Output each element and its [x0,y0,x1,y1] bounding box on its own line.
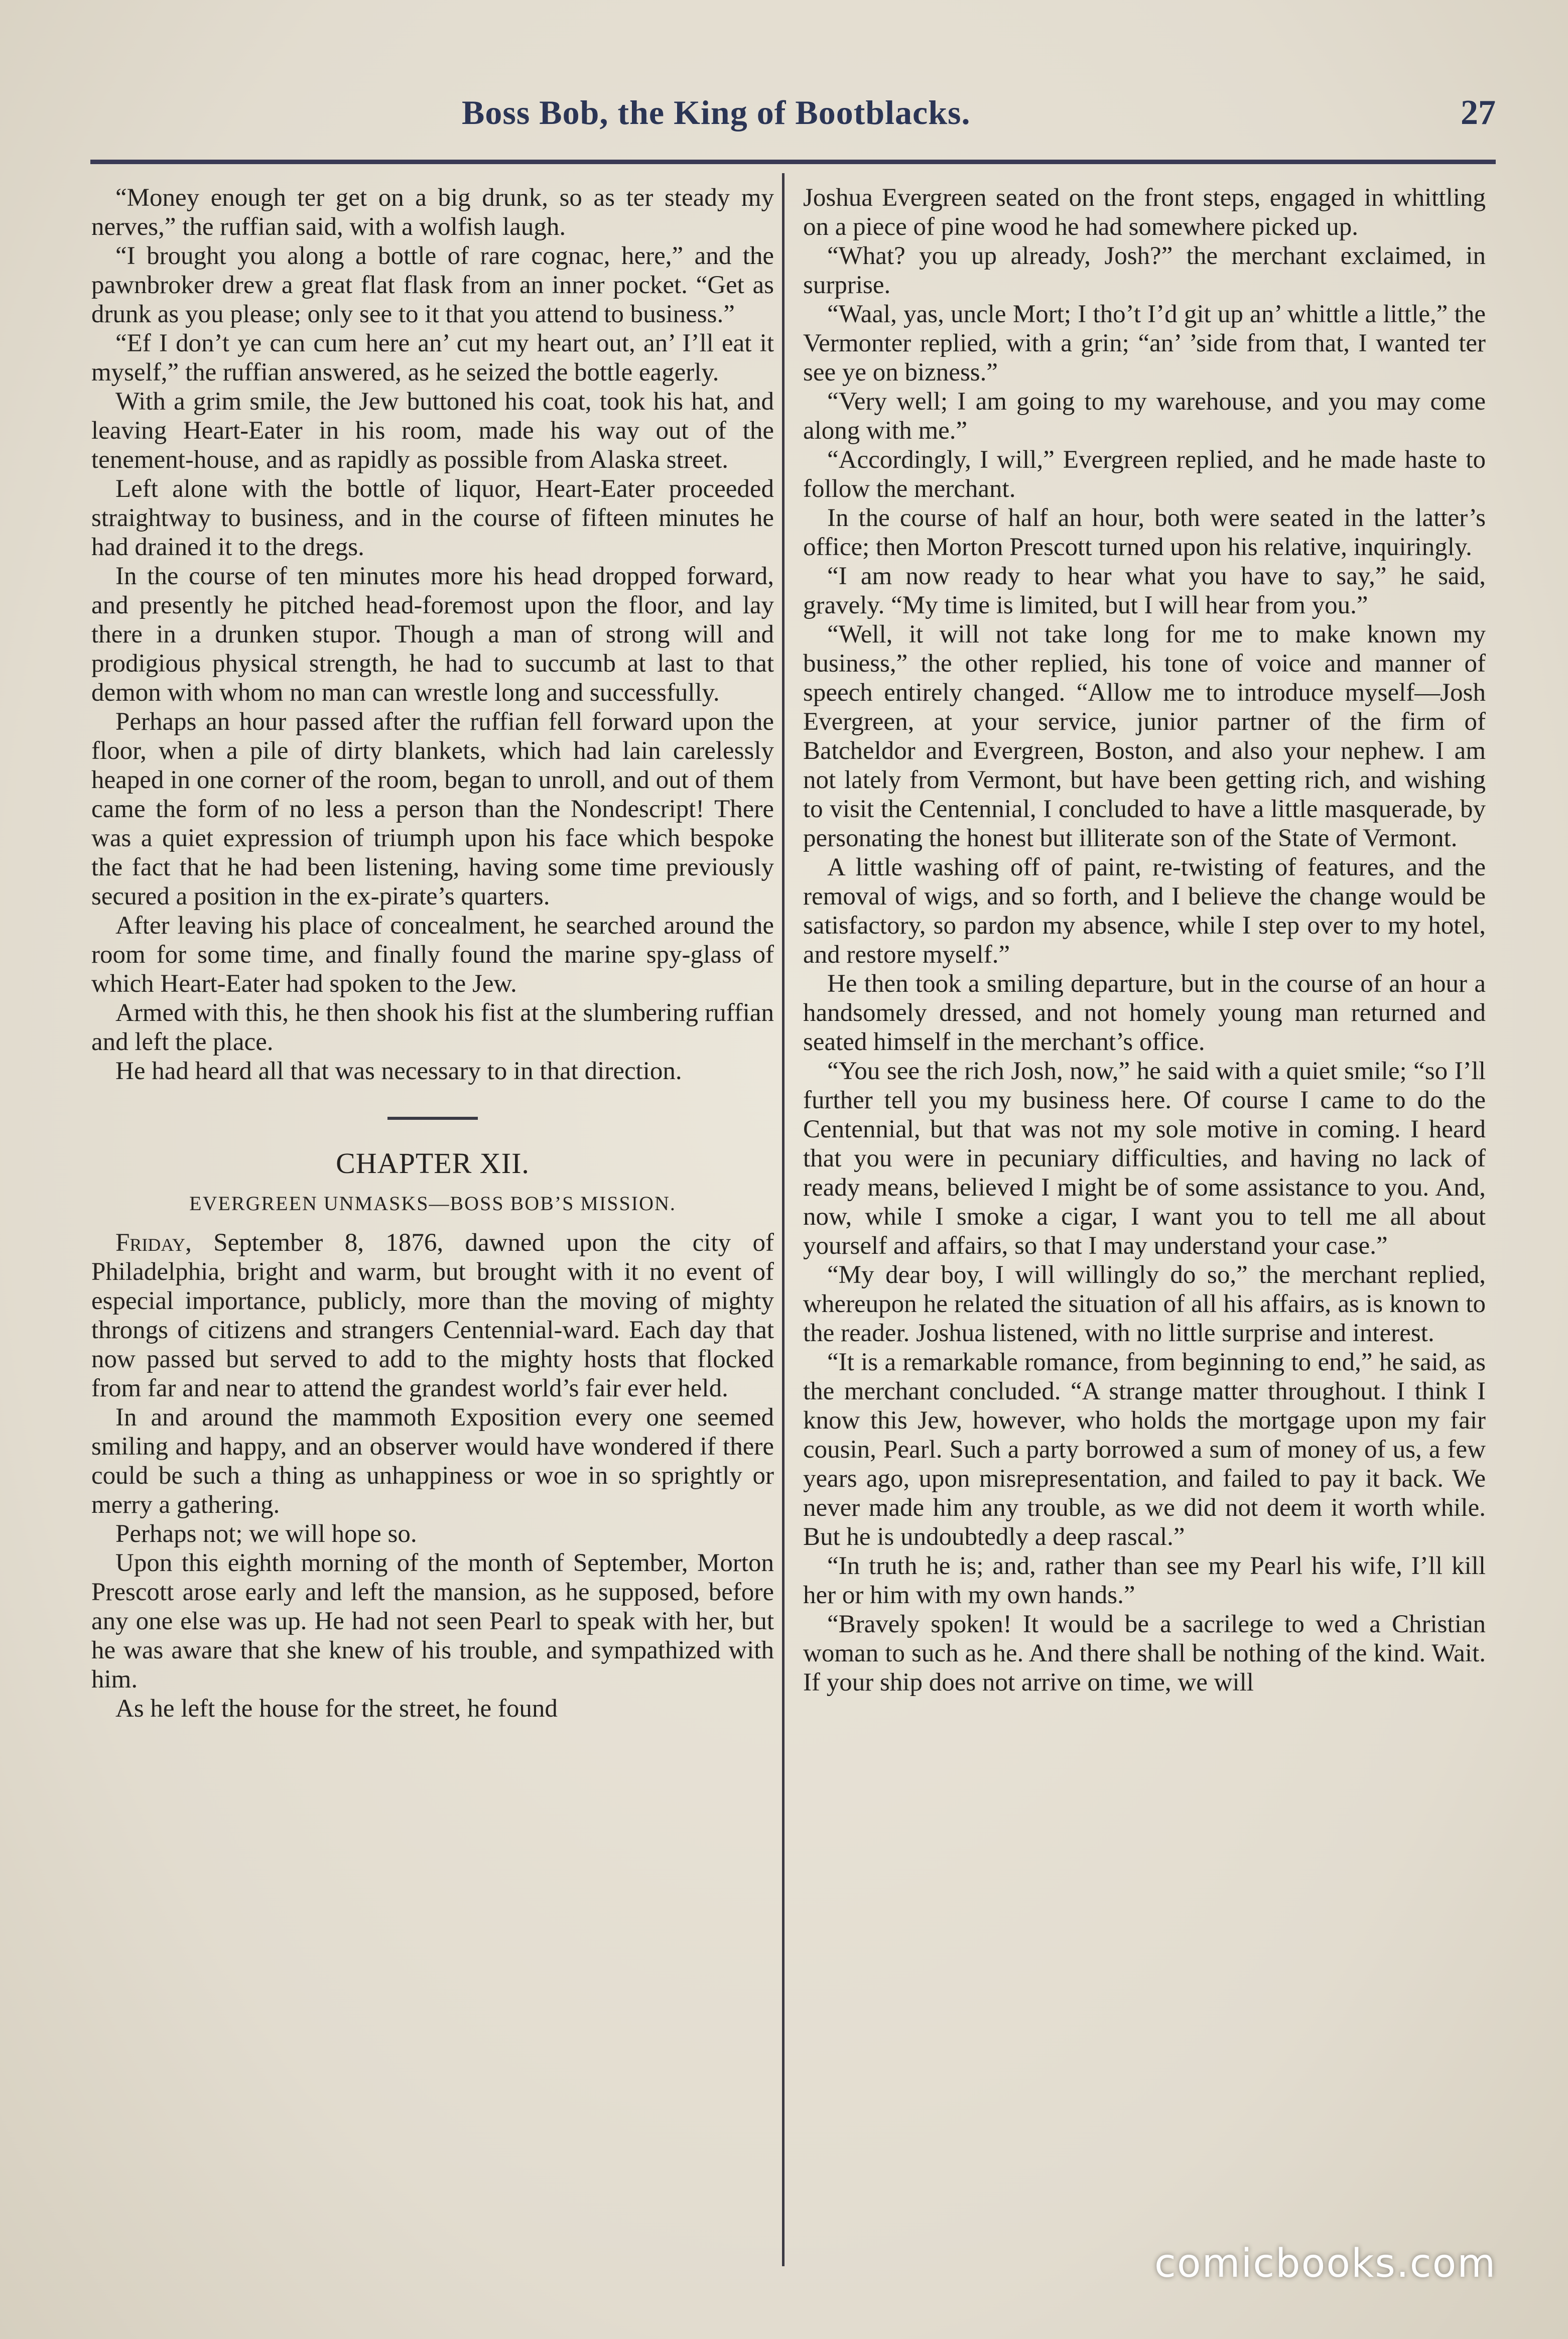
paragraph: A little washing off of paint, re-twisting of features, and the removal of wigs, and so forth, and I believe the change would be satisfactory, so pardon my absence, while I step over to my hotel, and restore myself.” [803,853,1486,969]
paragraph: “My dear boy, I will willingly do so,” the merchant replied, whereupon he related the situation of all his affairs, as is known to the reader. Joshua listened, with no little surprise and interest. [803,1261,1486,1347]
paragraph: In the course of half an hour, both were seated in the latter’s office; then Morton Prescott turned upon his relative, inquiringly. [803,504,1486,561]
paragraph: “Very well; I am going to my warehouse, and you may come along with me.” [803,387,1486,445]
paragraph: “What? you up already, Josh?” the merchant exclaimed, in surprise. [803,242,1486,299]
section-divider [387,1117,478,1120]
paragraph: “I am now ready to hear what you have to say,” he said, gravely. “My time is limited, but I will hear from you.” [803,562,1486,619]
running-title: Boss Bob, the King of Bootblacks. [462,93,971,132]
opening-text: , September 8, 1876, dawned upon the city of Philadelphia, bright and warm, but brought with it no event of especial importance, publicly, more than the moving of mighty throngs of citizens and strangers Centennial-ward. Each day that now passed but served to add to the mighty hosts that flocked from far and near to attend the grandest world’s fair ever held. [91,1229,774,1402]
continued-paragraph: Joshua Evergreen seated on the front steps, engaged in whittling on a piece of pine wood he had somewhere picked up. [803,184,1486,241]
header-rule [90,160,1496,164]
paragraph: “Accordingly, I will,” Evergreen replied, and he made haste to follow the merchant. [803,446,1486,503]
paragraph: “Waal, yas, uncle Mort; I tho’t I’d git up an’ whittle a little,” the Vermonter replied, with a grin; “an’ ’side from that, I wanted ter see ye on bizness.” [803,300,1486,386]
paragraph: “Bravely spoken! It would be a sacrilege to wed a Christian woman to such as he. And there shall be nothing of the kind. Wait. If your ship does not arrive on time, we will [803,1610,1486,1697]
opening-word: Friday [115,1229,186,1257]
paragraph: “Money enough ter get on a big drunk, so as ter steady my nerves,” the ruffian said, with a wolfish laugh. [91,184,774,241]
paragraph: “It is a remarkable romance, from beginning to end,” he said, as the merchant concluded. “A strange matter throughout. I think I know this Jew, however, who holds the mortgage upon my fair cousin, Pearl. Such a party borrowed a sum of money of us, a few years ago, upon misrepresentation, and failed to pay it back. We never made him any trouble, as we did not deem it worth while. But he is undoubtedly a deep rascal.” [803,1348,1486,1551]
paragraph: “Ef I don’t ye can cum here an’ cut my heart out, an’ I’ll eat it myself,” the ruffian answered, as he seized the bottle eagerly. [91,329,774,386]
chapter-subtitle: EVERGREEN UNMASKS—BOSS BOB’S MISSION. [189,1192,676,1215]
paragraph: As he left the house for the street, he found [115,1695,558,1723]
paragraph: He had heard all that was necessary to in that direction. [115,1057,682,1085]
paragraph: In and around the mammoth Exposition every one seemed smiling and happy, and an observer would have wondered if there could be such a thing as unhappiness or woe in so sprightly or merry a gathering. [91,1403,774,1519]
paragraph: He then took a smiling departure, but in the course of an hour a handsomely dressed, and not homely young man returned and seated himself in the merchant’s office. [803,970,1486,1056]
page-header [90,93,1496,148]
paragraph: “In truth he is; and, rather than see my Pearl his wife, I’ll kill her or him with my own hands.” [803,1552,1486,1609]
paragraph: In the course of ten minutes more his head dropped forward, and presently he pitched head-foremost upon the floor, and lay there in a drunken stupor. Though a man of strong will and prodigious physical strength, he had to succumb at last to that demon with whom no man can wrestle long and successfully. [91,562,774,707]
paragraph: “You see the rich Josh, now,” he said with a quiet smile; “so I’ll further tell you my business here. Of course I came to do the Centennial, but that was not my sole motive in coming. I heard that you were in pecuniary difficulties, and having no lack of ready means, believed I might be of some assistance to you. And, now, while I smoke a cigar, I want you to tell me all about yourself and affairs, so that I may understand your case.” [803,1057,1486,1260]
paragraph: Upon this eighth morning of the month of September, Morton Prescott arose early and left the mansion, as he supposed, before any one else was up. He had not seen Pearl to speak with her, but he was aware that she knew of his trouble, and sympathized with him. [91,1549,774,1694]
paragraph: With a grim smile, the Jew buttoned his coat, took his hat, and leaving Heart-Eater in his room, made his way out of the tenement-house, and as rapidly as possible from Alaska street. [91,387,774,474]
chapter-opening-paragraph [91,1228,774,1403]
site-watermark: comicbooks.com [1154,2241,1497,2286]
page-number: 27 [1461,93,1496,132]
paragraph: Armed with this, he then shook his fist at the slumbering ruffian and left the place. [91,999,774,1056]
paragraph: After leaving his place of concealment, he searched around the room for some time, and finally found the marine spy-glass of which Heart-Eater had spoken to the Jew. [91,912,774,998]
paragraph: Left alone with the bottle of liquor, Heart-Eater proceeded straightway to business, and in the course of fifteen minutes he had drained it to the dregs. [91,475,774,561]
paragraph: Perhaps not; we will hope so. [115,1520,417,1548]
paragraph: “Well, it will not take long for me to make known my business,” the other replied, his tone of voice and manner of speech entirely changed. “Allow me to introduce myself—Josh Evergreen, at your service, junior partner of the firm of Batcheldor and Evergreen, Boston, and also your nephew. I am not lately from Vermont, but have been getting rich, and wishing to visit the Centennial, I concluded to have a little masquerade, by personating the honest but illiterate son of the State of Vermont. [803,620,1486,852]
paragraph: Perhaps an hour passed after the ruffian fell forward upon the floor, when a pile of dirty blankets, which had lain carelessly heaped in one corner of the room, began to unroll, and out of them came the form of no less a person than the Nondescript! There was a quiet expression of triumph upon his face which bespoke the fact that he had been listening, having some time previously secured a position in the ex-pirate’s quarters. [91,708,774,911]
chapter-title: CHAPTER XII. [336,1147,530,1180]
right-column [803,183,1486,1697]
column-divider [782,173,785,2266]
left-column [91,183,774,1723]
paragraph: “I brought you along a bottle of rare cognac, here,” and the pawnbroker drew a great flat flask from an inner pocket. “Get as drunk as you please; only see to it that you attend to business.” [91,242,774,328]
